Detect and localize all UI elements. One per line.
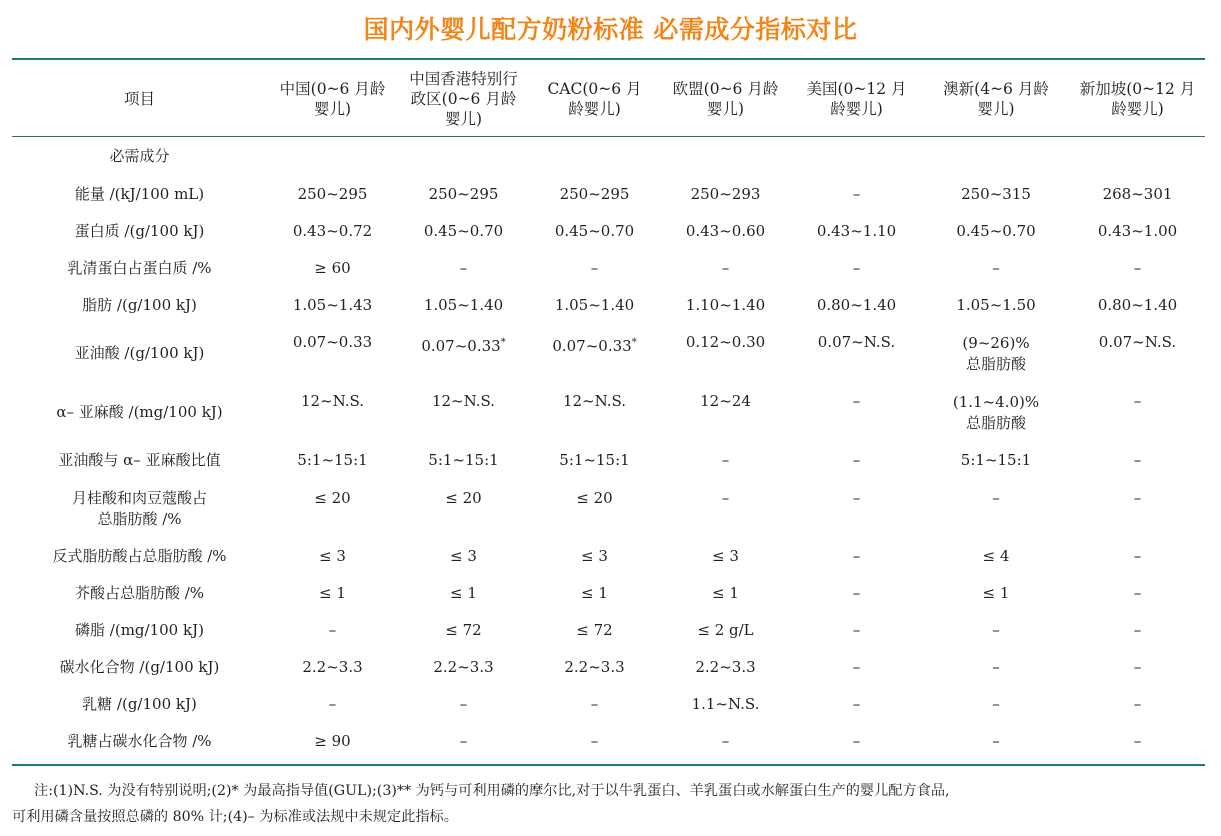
- table-cell: 12~24: [700, 392, 751, 410]
- table-cell: 0.07~0.33*: [552, 337, 637, 355]
- table-cell: –: [590, 732, 599, 750]
- table-cell: 1.05~1.43: [292, 296, 373, 314]
- table-cell: 2.2~3.3: [695, 658, 756, 676]
- table-cell: –: [1133, 732, 1142, 750]
- table-cell: 5:1~15:1: [428, 451, 499, 469]
- table-cell: 0.43~1.10: [816, 222, 897, 240]
- row-label: 月桂酸和肉豆蔻酸占 总脂肪酸 /%: [71, 488, 207, 528]
- row-label: 亚油酸 /(g/100 kJ): [74, 344, 205, 362]
- table-cell: ≤ 20: [314, 489, 351, 507]
- table-cell: –: [852, 732, 861, 750]
- table-cell: –: [1133, 451, 1142, 469]
- table-cell: –: [992, 621, 1000, 639]
- table-cell: 268~301: [1102, 185, 1173, 203]
- table-cell: –: [852, 451, 861, 469]
- table-cell: –: [1133, 584, 1142, 602]
- note-line: 注:(1)N.S. 为没有特别说明;(2)* 为最高指导值(GUL);(3)** 为钙与可利用磷的摩尔比,对于以牛乳蛋白、羊乳蛋白或水解蛋白生产的婴儿配方食品,: [34, 783, 950, 799]
- table-cell: ≤ 4: [982, 547, 1010, 565]
- table-cell: –: [459, 259, 468, 277]
- table-cell: ≤ 3: [450, 547, 477, 565]
- header-cell: 澳新(4~6 月龄 婴儿): [943, 79, 1049, 118]
- table-row: [12, 686, 1205, 723]
- table-cell: ≤ 3: [581, 547, 608, 565]
- table-cell: ≤ 20: [576, 489, 613, 507]
- row-label: 蛋白质 /(g/100 kJ): [74, 222, 205, 240]
- table-cell: 250~315: [961, 185, 1031, 203]
- table-cell: –: [1133, 658, 1142, 676]
- table-cell: –: [852, 584, 861, 602]
- table-cell: –: [1133, 547, 1142, 565]
- table-cell: 2.2~3.3: [564, 658, 625, 676]
- row-label: 亚油酸与 α– 亚麻酸比值: [58, 451, 221, 469]
- table-cell: ≤ 20: [445, 489, 482, 507]
- table-cell: –: [1133, 489, 1142, 507]
- row-label: 乳糖占碳水化合物 /%: [67, 732, 212, 750]
- table-cell: 0.07~N.S.: [817, 333, 896, 351]
- row-label: 芥酸占总脂肪酸 /%: [74, 584, 205, 602]
- table-cell: ≤ 3: [712, 547, 739, 565]
- table-cell: ≥ 90: [314, 732, 351, 750]
- table-row: [12, 649, 1205, 686]
- table-cell: ≤ 1: [581, 584, 608, 602]
- table-cell: ≤ 2 g/L: [697, 621, 754, 639]
- header-cell: 新加坡(0~12 月 龄婴儿): [1079, 79, 1196, 118]
- table-cell: –: [721, 259, 730, 277]
- row-label: α– 亚麻酸 /(mg/100 kJ): [56, 403, 223, 421]
- table-cell: –: [852, 259, 861, 277]
- section-label: 必需成分: [109, 146, 170, 165]
- table-row: [12, 612, 1205, 649]
- table-cell: –: [1133, 621, 1142, 639]
- table-cell: –: [459, 695, 468, 713]
- table-row: [12, 538, 1205, 575]
- table-cell: 0.45~0.70: [423, 222, 504, 240]
- table-cell: 0.12~0.30: [685, 333, 766, 351]
- table-cell: –: [721, 451, 730, 469]
- table-cell: 5:1~15:1: [559, 451, 630, 469]
- table-cell: 250~295: [428, 185, 499, 203]
- header-cell: 中国(0~6 月龄 婴儿): [279, 79, 386, 118]
- table-cell: –: [1133, 259, 1142, 277]
- table-cell: ≤ 1: [450, 584, 477, 602]
- table-cell: –: [992, 695, 1000, 713]
- table-cell: –: [852, 185, 861, 203]
- row-label: 磷脂 /(mg/100 kJ): [75, 621, 204, 639]
- table-cell: –: [328, 695, 337, 713]
- table-cell: –: [992, 489, 1000, 507]
- table-cell: –: [852, 547, 861, 565]
- table-cell: ≤ 1: [712, 584, 739, 602]
- table-cell: –: [459, 732, 468, 750]
- row-label: 反式脂肪酸占总脂肪酸 /%: [52, 547, 227, 565]
- table-row: [12, 287, 1205, 324]
- note-line: 可利用磷含量按照总磷的 80% 计;(4)– 为标准或法规中未规定此指标。: [12, 809, 458, 825]
- header-cell: 欧盟(0~6 月龄 婴儿): [672, 79, 779, 118]
- table-cell: 0.07~0.33: [292, 333, 373, 351]
- table-row: [12, 723, 1205, 760]
- table-cell: –: [590, 259, 599, 277]
- table-cell: –: [721, 732, 730, 750]
- table-cell: –: [852, 695, 861, 713]
- header-cell: CAC(0~6 月 龄婴儿): [547, 79, 642, 118]
- table-cell: 1.05~1.40: [423, 296, 504, 314]
- table-cell: ≤ 72: [576, 621, 613, 639]
- table-cell: –: [852, 621, 861, 639]
- table-cell: 1.05~1.40: [554, 296, 635, 314]
- header-cell: 中国香港特别行 政区(0~6 月龄 婴儿): [409, 69, 518, 128]
- page-title: 国内外婴儿配方奶粉标准 必需成分指标对比: [363, 15, 858, 44]
- table-cell: 1.10~1.40: [685, 296, 766, 314]
- table-cell: –: [992, 732, 1000, 750]
- table-cell: 0.43~1.00: [1097, 222, 1178, 240]
- table-cell: –: [852, 658, 861, 676]
- table-cell: 12~N.S.: [562, 392, 627, 410]
- table-bottom-rule: [12, 764, 1205, 766]
- table-row: [12, 250, 1205, 287]
- table-cell: 1.05~1.50: [956, 296, 1036, 314]
- table-cell: –: [852, 392, 861, 410]
- table-cell: ≤ 3: [319, 547, 346, 565]
- table-cell: 0.07~0.33*: [421, 337, 506, 355]
- header-cell: 项目: [123, 89, 155, 108]
- section-row: [12, 136, 1205, 176]
- table-cell: 250~295: [559, 185, 630, 203]
- table-top-rule: [12, 58, 1205, 60]
- table-row: [12, 442, 1205, 479]
- table-cell: –: [1133, 695, 1142, 713]
- table-cell: 0.80~1.40: [816, 296, 897, 314]
- table-cell: 0.45~0.70: [956, 222, 1036, 240]
- row-label: 碳水化合物 /(g/100 kJ): [59, 658, 220, 676]
- table-cell: –: [852, 489, 861, 507]
- table-cell: –: [1133, 392, 1142, 410]
- table-cell: 2.2~3.3: [302, 658, 363, 676]
- table-cell: ≤ 1: [982, 584, 1010, 602]
- table-row: [12, 213, 1205, 250]
- table-cell: 0.80~1.40: [1097, 296, 1178, 314]
- table-cell: ≤ 1: [319, 584, 346, 602]
- table-cell: –: [721, 489, 730, 507]
- table-row: [12, 479, 1205, 538]
- table-row: [12, 383, 1205, 442]
- table-cell: 250~293: [690, 185, 761, 203]
- table-cell: 2.2~3.3: [433, 658, 494, 676]
- table-cell: –: [992, 259, 1000, 277]
- table-cell: 0.43~0.60: [685, 222, 766, 240]
- standards-comparison-table: [12, 61, 1205, 760]
- table-cell: ≤ 72: [445, 621, 482, 639]
- table-cell: 0.45~0.70: [554, 222, 635, 240]
- table-cell: –: [590, 695, 599, 713]
- table-notes: [12, 778, 1206, 830]
- table-cell: (9~26)% 总脂肪酸: [962, 333, 1030, 373]
- row-label: 脂肪 /(g/100 kJ): [82, 296, 197, 314]
- table-row: [12, 176, 1205, 213]
- table-cell: –: [328, 621, 337, 639]
- header-cell: 美国(0~12 月 龄婴儿): [806, 79, 907, 118]
- table-cell: 5:1~15:1: [297, 451, 368, 469]
- row-label: 乳糖 /(g/100 kJ): [82, 695, 197, 713]
- table-cell: (1.1~4.0)% 总脂肪酸: [952, 392, 1040, 432]
- table-cell: 12~N.S.: [431, 392, 496, 410]
- row-label: 乳清蛋白占蛋白质 /%: [67, 259, 212, 277]
- table-cell: 1.1~N.S.: [691, 695, 760, 713]
- table-cell: –: [992, 658, 1000, 676]
- table-cell: 12~N.S.: [300, 392, 365, 410]
- table-cell: ≥ 60: [314, 259, 351, 277]
- table-cell: 0.43~0.72: [292, 222, 373, 240]
- row-label: 能量 /(kJ/100 mL): [74, 185, 205, 203]
- header-row: [12, 61, 1205, 136]
- table-cell: 5:1~15:1: [960, 451, 1032, 469]
- table-row: [12, 324, 1205, 383]
- table-row: [12, 575, 1205, 612]
- table-cell: 250~295: [297, 185, 368, 203]
- table-cell: 0.07~N.S.: [1098, 333, 1177, 351]
